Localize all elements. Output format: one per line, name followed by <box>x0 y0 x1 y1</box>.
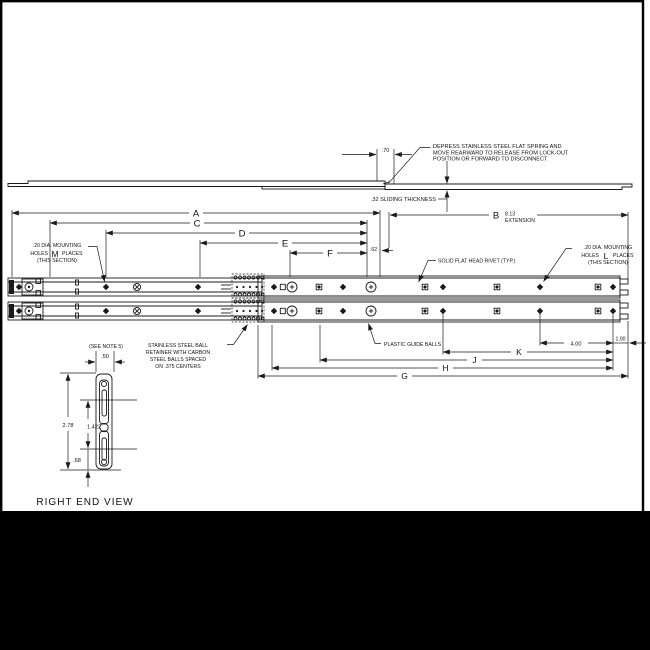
left-holes-places: PLACES <box>62 251 83 257</box>
dim-100-label: 1.00 <box>615 336 626 343</box>
left-holes-word: HOLES <box>30 251 48 257</box>
dim-B-value: 8.13 <box>505 211 516 218</box>
retainer-line4: ON .375 CENTERS <box>155 364 201 370</box>
dim-68-label: .68 <box>73 458 81 464</box>
dim-B-label: B <box>492 210 500 222</box>
dim-1422-label: 1.422 <box>87 424 101 431</box>
right-holes-word: HOLES <box>581 253 599 259</box>
left-holes-line1: .20 DIA. MOUNTING <box>32 243 82 249</box>
dim-D-label: D <box>238 228 246 240</box>
spring-note-line2: MOVE REARWARD TO RELEASE FROM LOCK-OUT <box>433 150 569 157</box>
dim-E-label: E <box>281 238 289 250</box>
dim-F-label: F <box>327 248 333 260</box>
spring-note-line1: DEPRESS STAINLESS STEEL FLAT SPRING AND <box>433 144 562 150</box>
dim-sliding-label: .32 SLIDING THICKNESS <box>370 197 436 203</box>
dim-278-label: 2.78 <box>62 423 74 429</box>
dim-70-label: .70 <box>381 148 390 154</box>
dim-C-label: C <box>193 218 201 230</box>
dim-B-sub: EXTENSION <box>505 218 535 224</box>
dim-50-label: .50 <box>101 354 109 360</box>
left-holes-line3: (THIS SECTION) <box>37 258 77 264</box>
right-holes-line3: (THIS SECTION) <box>588 260 628 266</box>
see-note-label: (SEE NOTE 5) <box>88 344 124 350</box>
end-view-title: RIGHT END VIEW <box>36 497 134 508</box>
rivet-note-label: SOLID FLAT HEAD RIVET (TYP.) <box>438 258 516 265</box>
dim-400-label: 4.00 <box>570 341 582 348</box>
dim-A-label: A <box>192 208 200 220</box>
spring-note-line3: POSITION OR FORWARD TO DISCONNECT <box>433 156 548 163</box>
dim-J-label: J <box>472 355 477 365</box>
retainer-line3: STEEL BALLS SPACED <box>149 357 207 363</box>
retainer-line1: STAINLESS STEEL BALL <box>148 343 208 349</box>
right-holes-places: PLACES <box>613 253 634 259</box>
dim-H-label: H <box>442 363 449 373</box>
dim-62-label: .62 <box>369 246 378 253</box>
left-holes-count: M <box>51 249 59 259</box>
right-holes-count: L <box>603 251 609 261</box>
bottom-black-band <box>0 511 650 650</box>
dim-K-label: K <box>516 347 522 357</box>
dim-G-label: G <box>401 371 408 381</box>
retainer-line2: RETAINER WITH CARBON <box>145 350 211 356</box>
guide-balls-label: PLASTIC GUIDE BALLS <box>384 342 442 348</box>
right-holes-line1: .20 DIA. MOUNTING <box>583 245 633 251</box>
